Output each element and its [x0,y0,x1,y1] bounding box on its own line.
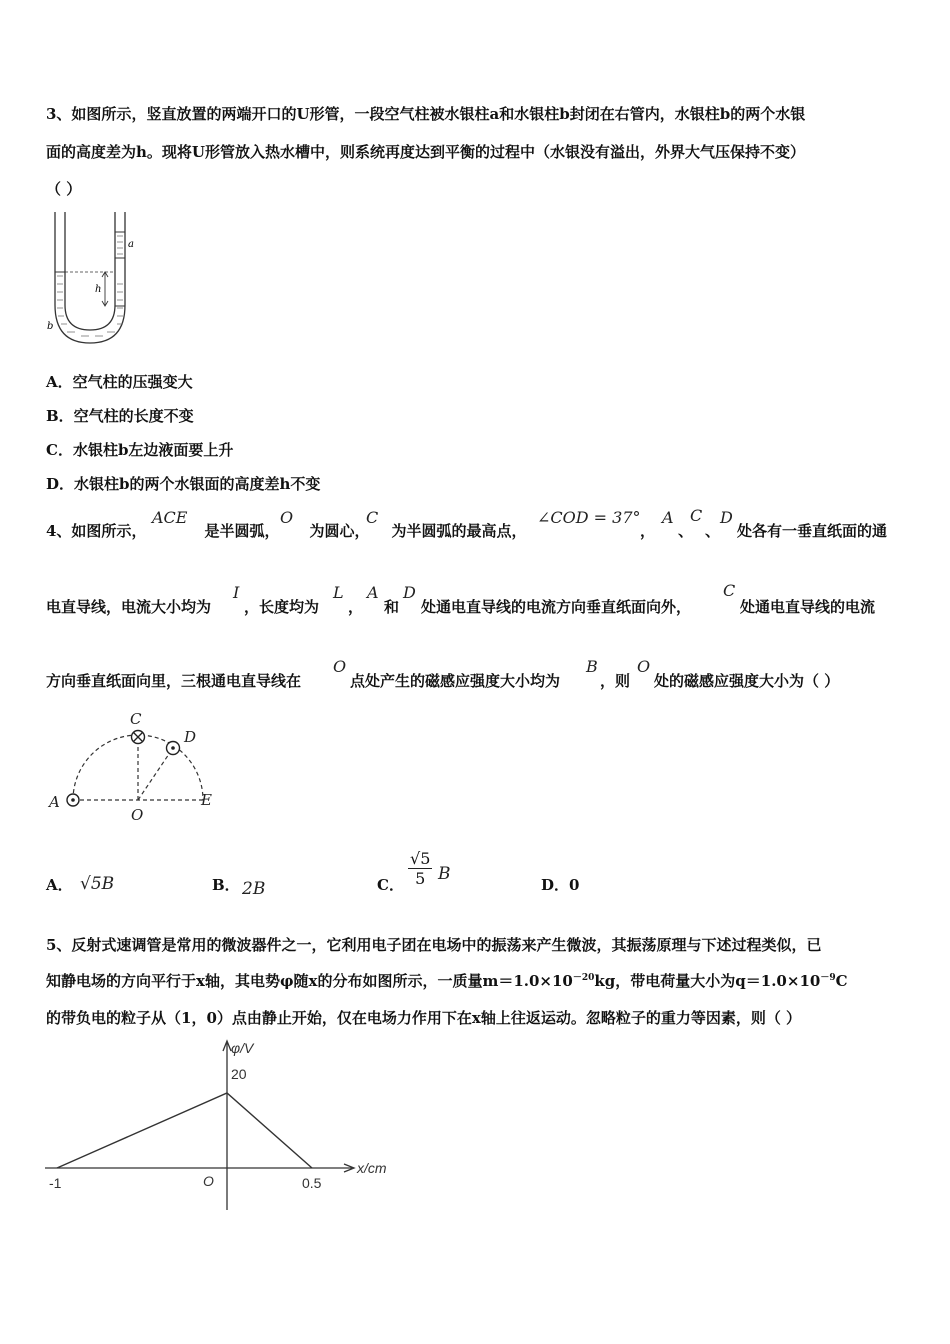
q4-line-2e: 处通电直导线的电流方向垂直纸面向外， [421,598,692,616]
label-C: C [130,710,142,728]
q5-line-2: 知静电场的方向平行于x轴，其电势φ随x的分布如图所示，一质量$m=1.0\times 10^{-20}kg$，带电荷量大小为$q=1.0\times 10^{-9}C$ [46,972,848,990]
label-a: a [128,239,134,250]
tick-label-0-5: 0.5 [302,1175,322,1191]
label-D: D [184,728,197,746]
series-line [57,1093,312,1168]
q4-option-a-label[interactable]: A． [46,876,73,894]
q4-line-2d: 和 [384,598,400,616]
line-od [138,748,173,800]
fraction-numerator: √5 [410,849,431,868]
math-o3: O [637,657,651,676]
q4-line-1: 4、如图所示， 是半圆弧， 为圆心， 为半圆弧的最高点， [46,522,527,540]
math-d2: D [403,583,416,602]
q4-line-2c: ， [348,598,364,616]
q4-option-d[interactable]: D．0 [541,876,580,894]
q4-option-c-label[interactable]: C． [377,876,404,894]
math-o: O [280,508,294,527]
wire-a-icon [67,794,79,806]
q4-option-a-value: √5B [80,874,115,894]
q4-option-b-label[interactable]: B． [212,876,240,894]
q3-option-d[interactable]: D．水银柱b的两个水银面的高度差h不变 [46,475,321,493]
label-h: h [95,284,102,295]
q4-sep1: 、 [678,522,694,540]
math-angle: ∠COD = 37° [537,508,641,527]
q4-line1-end: 处各有一垂直纸面的通 [737,522,888,540]
q4-option-c-b: B [438,864,451,884]
q3-line-2: 面的高度差为h。现将U形管放入热水槽中，则系统再度达到平衡的过程中（水银没有溢出，外界大气压保持不变） [46,143,805,161]
q4-line-3a: 方向垂直纸面向里，三根通电直导线在 [46,672,302,690]
y-axis-label: φ/V [231,1040,254,1056]
u-tube-inner [65,212,115,330]
label-b: b [47,321,54,332]
math-a: A [662,508,674,527]
q3-option-b[interactable]: B．空气柱的长度不变 [46,407,194,425]
q3-option-a[interactable]: A．空气柱的压强变大 [46,373,193,391]
q5-line-3: 的带负电的粒子从（1，0）点由静止开始，仅在电场力作用下在x轴上往返运动。忽略粒子的重力等因素，则（ ） [46,1009,802,1027]
label-O: O [131,806,144,824]
label-A: A [49,793,60,811]
math-c2: C [690,506,703,525]
q3-option-c[interactable]: C．水银柱b左边液面要上升 [46,441,234,459]
q4-comma: ， [640,522,656,540]
q4-option-b-value: 2B [242,879,266,899]
tick-label-20: 20 [231,1066,247,1082]
q4-option-c-fraction [408,849,432,888]
u-tube-figure [45,210,145,350]
fraction-denominator: 5 [415,869,426,888]
wire-c-icon [132,731,145,744]
q5-line-1: 5、反射式速调管是常用的微波器件之一，它利用电子团在电场中的振荡来产生微波，其振荡原理与下述过程类似，已 [46,936,822,954]
q4-line-3c: ，则 [600,672,631,690]
potential-chart [40,1035,410,1215]
math-o2: O [333,657,347,676]
math-c3: C [723,581,736,600]
q4-sep2: 、 [705,522,721,540]
math-l: L [333,583,344,602]
math-d: D [720,508,733,527]
q4-line-2f: 处通电直导线的电流 [740,598,876,616]
label-E: E [201,791,212,809]
q4-line-2a: 电直导线，电流大小均为 [46,598,212,616]
math-b: B [586,657,598,676]
tick-label-origin: O [203,1173,214,1189]
math-c: C [366,508,379,527]
x-axis-label: x/cm [357,1160,387,1176]
math-a2: A [367,583,379,602]
math-ace: ACE [152,508,188,527]
semicircle-figure [45,708,235,828]
q3-line-3: （ ） [46,180,82,198]
q4-line-3b: 点处产生的磁感应强度大小均为 [350,672,561,690]
math-i: I [233,583,240,602]
q4-line-2b: ，长度均为 [244,598,320,616]
q3-line-1: 3、如图所示，竖直放置的两端开口的U形管，一段空气柱被水银柱a和水银柱b封闭在右管内，水银柱b的两个水银 [46,105,806,123]
wire-d-icon [167,742,180,755]
q4-line-3d: 处的磁感应强度大小为（ ） [654,672,840,690]
tick-label-minus1: -1 [49,1175,62,1191]
